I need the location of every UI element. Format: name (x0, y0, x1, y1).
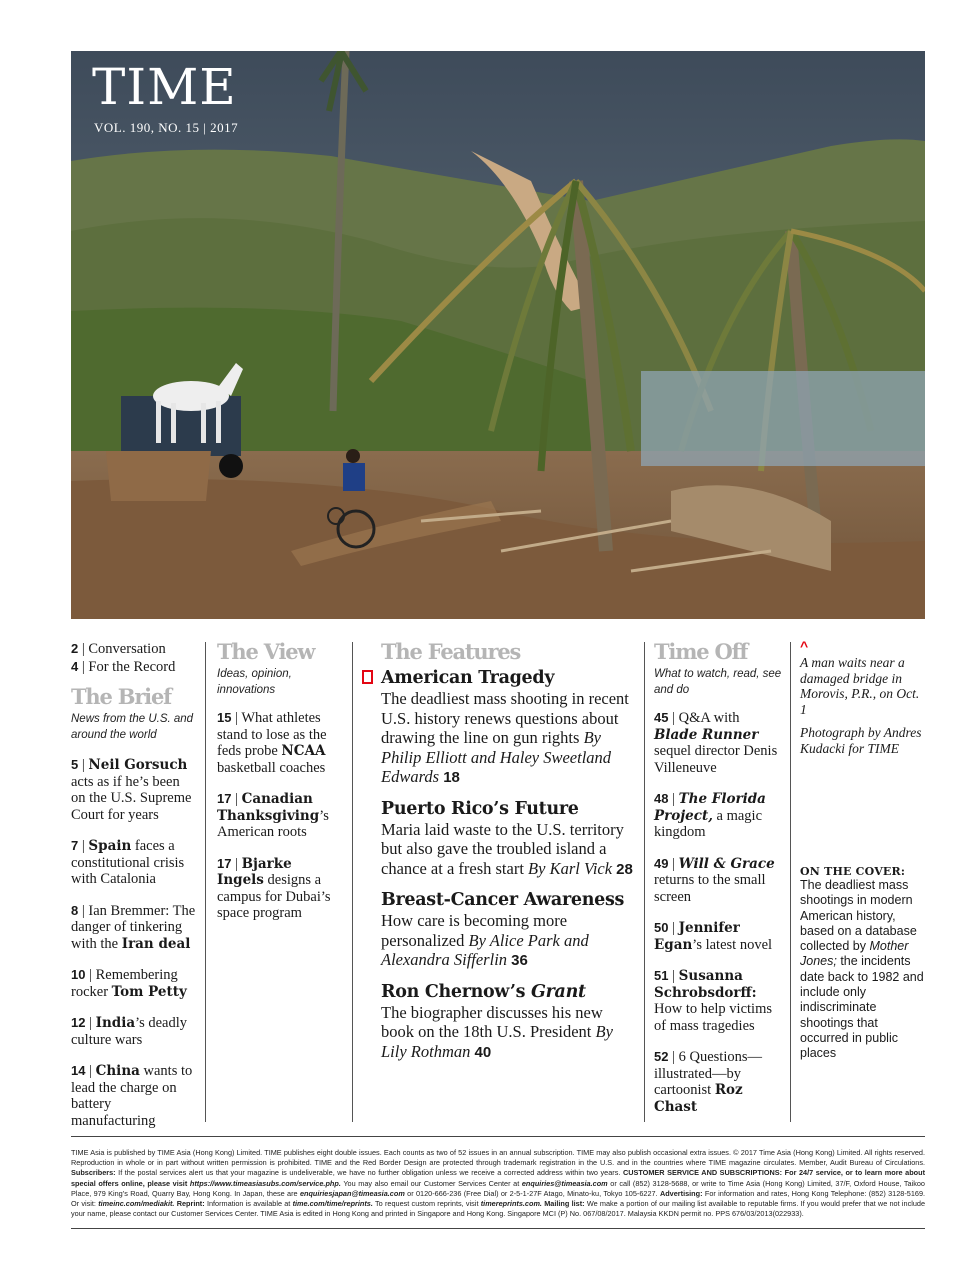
time-logo: TIME (92, 58, 237, 116)
toc-item[interactable]: 48 | The Florida Project, a magic kingdom (654, 791, 766, 841)
photo-credit: Photograph by Andres Kudacki for TIME (800, 725, 922, 756)
caret-up-icon: ^ (800, 638, 809, 654)
toc-item[interactable]: 10 | Remembering rocker Tom Petty (71, 967, 187, 1000)
column-view (217, 640, 342, 937)
toc-item[interactable]: 15 | What athletes stand to lose as the feds probe NCAA basketball coaches (217, 710, 327, 776)
toc-item[interactable]: 8 | Ian Bremmer: The danger of tinkering with the Iran deal (71, 902, 196, 952)
toc-item[interactable]: 17 | Bjarke Ingels designs a campus for Dubai’s space program (217, 855, 331, 922)
feature-item[interactable]: American Tragedy The deadliest mass shooting in recent U.S. history renews questions about drawing the line on gun rights By Philip Elliott and Haley Sweetland Edwards 18 (362, 668, 634, 788)
section-subhead: Ideas, opinion, innovations (217, 668, 292, 697)
column-features (362, 640, 634, 1073)
photo-illustration (71, 51, 925, 619)
column-divider (644, 642, 645, 1122)
section-heading-features: The Features (381, 639, 521, 664)
cover-heading: ON THE COVER: (800, 865, 906, 878)
cover-photo (71, 51, 925, 619)
feature-item[interactable]: Puerto Rico’s Future Maria laid waste to the U.S. territory but also gave the troubled island a chance at a fresh start By Karl Vick 28 (381, 798, 633, 878)
toc-item[interactable]: 4 | For the Record (71, 659, 176, 675)
toc-item[interactable]: 50 | Jennifer Egan’s latest novel (654, 920, 773, 953)
column-timeoff (654, 640, 782, 1130)
red-border-icon (362, 670, 373, 684)
toc-item[interactable]: 12 | India’s deadly culture wars (71, 1015, 188, 1048)
legal-notice: TIME Asia is published by TIME Asia (Hong Kong) Limited. TIME publishes eight double issues. Each counts as two of 52 issues in an annual subscription. TIME may also publish occasional extra issues. © 2017 Time Asia (Hong Kong) Limited. All rights reserved. Reproduction in whole or in part without written permission is prohibited. TIME and the Red Border Design are protected through trademark registration in the U.S. and in the countries where TIME magazine circulates. Member, Audit Bureau of Circulations. Subscribers: If the postal services alert us that your magazine is undeliverable, we have no further obligation unless we receive a corrected address within two years. CUSTOMER SERVICE AND SUBSCRIPTIONS: For 24/7 service, or to learn more about special offers online, please visit https://www.timeasiasubs.com/service.php. You may also email our Customer Services Center at enquiries@timeasia.com or call (852) 3128-5688, or write to Time Asia (Hong Kong) Limited, 37/F, Oxford House, Taikoo Place, 979 King’s Road, Quarry Bay, Hong Kong. In Japan, these are enquiriesjapan@timeasia.com or 0120-666-236 (Free Dial) or 2-5-1-27F Atago, Minato-ku, Tokyo 105-6227. Advertising: For information and rates, Hong Kong Telephone: (852) 3128-5169. Or visit: timeinc.com/mediakit. Reprint: Information is available at time.com/time/reprints. To request custom reprints, visit timereprints.com. Mailing list: We make a portion of our mailing list available to reputable firms. If you would prefer that we not include your name, please contact our Customer Services Center. TIME Asia is edited in Hong Kong and printed in Singapore and Hong Kong. Singapore MCI (P) No. 067/08/2017. Malaysia KKDN permit no. PPS 676/03/2013(022933). (71, 1148, 926, 1219)
cover-text: The deadliest mass shootings in modern American history, based on a database collected by Mother Jones; the incidents date back to 1982 and include only indiscriminate shootings that occurred in public places (800, 878, 924, 1061)
column-caption (800, 638, 925, 1061)
toc-item[interactable]: 2 | Conversation (71, 641, 166, 657)
toc-item[interactable]: 45 | Q&A with Blade Runner sequel director Denis Villeneuve (654, 710, 778, 776)
column-divider (352, 642, 353, 1122)
toc-item[interactable]: 5 | Neil Gorsuch acts as if he’s been on the U.S. Supreme Court for years (71, 757, 192, 823)
toc-item[interactable]: 52 | 6 Questions— illustrated—by cartoonist Roz Chast (654, 1049, 762, 1115)
feature-item[interactable]: Breast-Cancer Awareness How care is becoming more personalized By Alice Park and Alexandra Sifferlin 36 (381, 890, 625, 970)
section-heading-timeoff: Time Off (654, 639, 748, 664)
toc-item[interactable]: 7 | Spain faces a constitutional crisis with Catalonia (71, 838, 185, 888)
column-divider (205, 642, 206, 1122)
toc-item[interactable]: 17 | Canadian Thanksgiving’s American roots (217, 791, 329, 841)
column-divider (790, 642, 791, 1122)
toc-item[interactable]: 14 | China wants to lead the charge on battery manufacturing (71, 1063, 193, 1129)
section-subhead: News from the U.S. and around the world (71, 713, 194, 742)
toc-item[interactable]: 51 | Susanna Schrobsdorff: How to help victims of mass tragedies (654, 968, 773, 1034)
toc-item[interactable]: 49 | Will & Grace returns to the small screen (654, 855, 775, 905)
footer-rule (71, 1136, 925, 1137)
cover-note (800, 865, 925, 1062)
section-heading-brief: The Brief (71, 684, 171, 709)
column-brief (71, 640, 196, 1144)
feature-item[interactable]: Ron Chernow’s Grant The biographer discusses his new book on the 18th U.S. President By Lily Rothman 40 (381, 981, 613, 1061)
photo-caption: A man waits near a damaged bridge in Morovis, P.R., on Oct. 1 (800, 655, 920, 717)
section-subhead: What to watch, read, see and do (654, 668, 782, 697)
footer-rule-bottom (71, 1228, 925, 1229)
section-heading-view: The View (217, 639, 315, 664)
issue-volume: VOL. 190, NO. 15 | 2017 (94, 120, 239, 135)
